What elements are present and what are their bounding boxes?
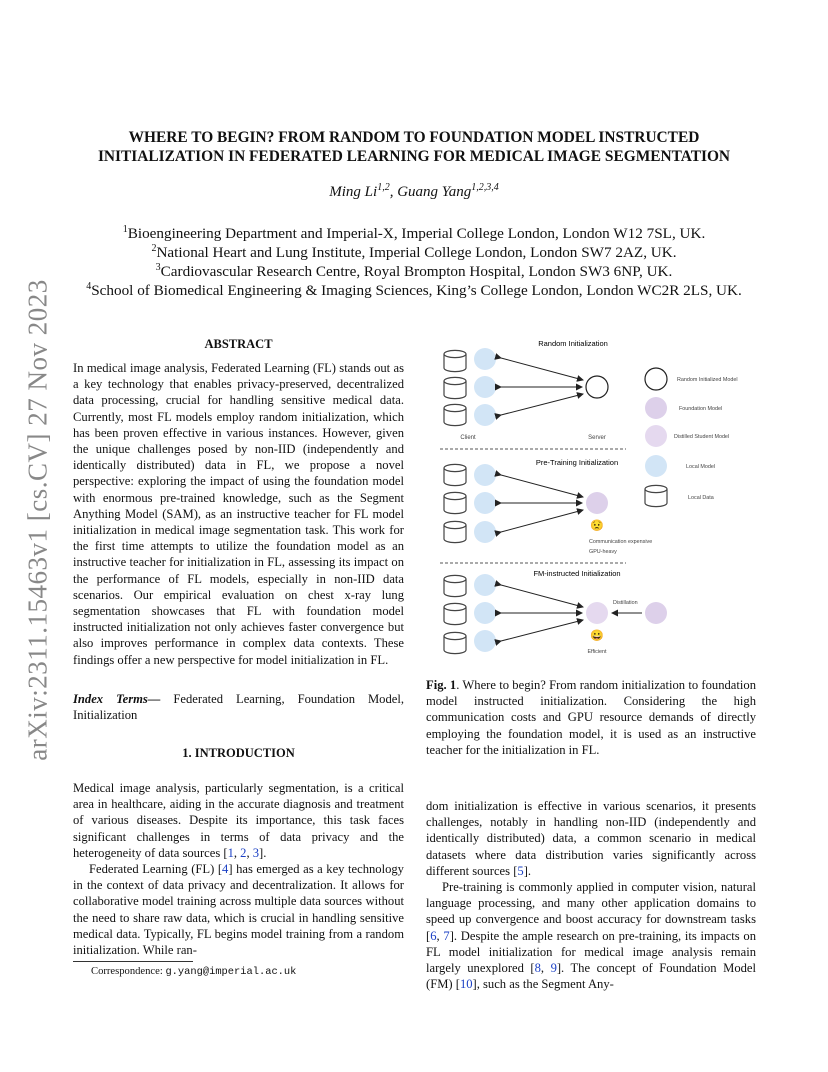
footnote-divider — [73, 961, 193, 962]
local-model-node — [474, 404, 496, 426]
local-data-icon — [444, 377, 466, 398]
local-data-icon — [444, 492, 466, 513]
author-sup: 1,2 — [377, 182, 390, 193]
local-model-node — [474, 574, 496, 596]
local-data-icon — [444, 464, 466, 485]
caption-label: Fig. 1 — [426, 678, 457, 692]
author-name: Ming Li — [329, 184, 378, 200]
footnote-email[interactable]: g.yang@imperial.ac.uk — [165, 966, 297, 978]
footnote — [91, 966, 296, 978]
citation-link[interactable]: 10 — [459, 977, 473, 992]
legend-local-data-icon — [645, 485, 667, 506]
link-arrow — [501, 620, 583, 641]
intro-body — [73, 780, 404, 958]
text-span: Pre-training is commonly applied in computer vision, natural language processing, and many other application domains to speed up convergence and boost accuracy for downstream tasks [ — [426, 880, 756, 943]
affiliation-text: Bioengineering Department and Imperial-X, Imperial College London, London W12 7SL, UK. — [127, 225, 706, 242]
author-sup: 1,2,3,4 — [471, 182, 499, 193]
efficient-label: Efficient — [587, 649, 607, 655]
authors: Ming Li$^{1,2}$, Guang Yang$^{1,2,3,4}$ — [329, 182, 499, 200]
local-model-node — [474, 602, 496, 624]
legend-random-label: Random Initialized Model — [677, 377, 738, 383]
abstract-heading: ABSTRACT — [204, 337, 273, 351]
local-model-node — [474, 376, 496, 398]
title-line-1: WHERE TO BEGIN? FROM RANDOM TO FOUNDATION MODEL INSTRUCTED — [128, 129, 700, 146]
legend-local-data-label: Local Data — [688, 495, 714, 501]
affiliation-text: Cardiovascular Research Centre, Royal Brompton Hospital, London SW3 6NP, UK. — [160, 263, 673, 280]
affiliations — [70, 224, 758, 300]
sad-face-icon: 😟 — [590, 520, 604, 532]
legend-foundation-label: Foundation Model — [679, 406, 723, 412]
local-model-node — [474, 630, 496, 652]
client-label: Client — [460, 435, 476, 441]
legend-foundation-icon — [645, 397, 667, 419]
paper-title — [70, 128, 758, 166]
citation-link[interactable]: 1 — [227, 845, 234, 860]
title-line-2: INITIALIZATION IN FEDERATED LEARNING FOR MEDICAL IMAGE SEGMENTATION — [97, 148, 731, 165]
affiliation-sup: 1 — [122, 223, 128, 235]
server-label: Server — [588, 435, 606, 441]
figure-caption — [426, 677, 756, 758]
intro-paragraph-1: Medical image analysis, particularly segmentation, is a critical area in healthcare, aiding in the accurate diagnosis and treatment of various diseases. Despite its importance, this task faces significant challenges in terms of data privacy and the heterogeneity of data sources [1, 2, 3]. — [73, 781, 404, 860]
link-arrow — [501, 358, 583, 380]
citation-link[interactable]: 9 — [550, 961, 557, 976]
comm-expensive-label: Communication expensive — [589, 539, 653, 545]
link-arrow — [501, 394, 583, 415]
local-model-node — [474, 464, 496, 486]
text-span: ]. — [259, 845, 267, 860]
affiliation-text: National Heart and Lung Institute, Imperial College London, London SW7 2AZ, UK. — [156, 244, 677, 261]
legend-distilled-label: Distilled Student Model — [674, 434, 730, 440]
index-terms-text: Federated Learning, Foundation Model, Initialization — [73, 692, 405, 723]
link-arrow — [501, 510, 583, 532]
section-random-title: Random Initialization — [538, 339, 608, 348]
affiliation-line — [70, 224, 758, 243]
random-server-node — [586, 376, 608, 398]
author-name: Guang Yang — [397, 184, 472, 200]
footnote-label: Correspondence: — [91, 966, 166, 977]
intro-paragraph-2 — [73, 861, 404, 958]
citation-link[interactable]: 4 — [222, 862, 229, 877]
right-paragraph-1 — [426, 798, 756, 879]
affiliation-sup: 2 — [151, 242, 157, 254]
index-terms — [73, 691, 404, 723]
text-span: ] has emerged as a key technology in the context of data privacy and decentralization. It allows for collaborative model training across multiple data sources without the need to share raw data, which is crucial in handling sensitive medical data. Typically, FL begins model training from a random initialization. While ran- — [73, 862, 404, 958]
affiliation-text: School of Biomedical Engineering & Imaging Sciences, King’s College London, London WC2R 2LS, UK. — [91, 282, 742, 299]
local-data-icon — [444, 521, 466, 542]
legend-distilled-icon — [645, 425, 667, 447]
arxiv-id: arXiv:2311.15463v1 [cs.CV] 27 Nov 2023 — [22, 279, 53, 761]
text-span: ], such as the Segment Any- — [472, 977, 614, 992]
section-pretrain-title: Pre-Training Initialization — [535, 458, 619, 467]
affiliation-line — [70, 262, 758, 281]
link-arrow — [501, 475, 583, 497]
link-arrow — [501, 585, 583, 607]
text-span: ]. — [523, 863, 532, 878]
foundation-teacher-node — [645, 602, 667, 624]
figure-1-diagram — [426, 332, 756, 668]
local-data-icon — [444, 575, 466, 596]
local-model-node — [474, 521, 496, 543]
local-data-icon — [444, 350, 466, 371]
happy-face-icon: 😀 — [590, 630, 604, 642]
local-data-icon — [444, 632, 466, 653]
text-span: dom initialization is effective in various scenarios, it presents challenges, notably in handling non-IID (independently and identically distributed) data, a common scenario in medical datasets where data distribution varies significantly across different sources [ — [426, 799, 756, 878]
citation-link[interactable]: 5 — [517, 863, 524, 878]
local-data-icon — [444, 603, 466, 624]
affiliation-line — [70, 243, 758, 262]
legend-random-icon — [645, 368, 667, 390]
right-paragraph-2: Pre-training is commonly applied in computer vision, natural language processing, and many other application domains to speed up convergence and boost accuracy for downstream tasks [6, 7]. Despite the ample research on pre-training, its impacts on FL model initialization for medical image analysis remain largely unexplored [8, 9]. The concept of Foundation Model (FM) [10], such as the Segment Any- — [426, 880, 757, 992]
foundation-server-node — [586, 492, 608, 514]
figure-1 — [426, 332, 756, 668]
local-data-icon — [444, 404, 466, 425]
text-span: Federated Learning (FL) [ — [89, 862, 223, 877]
text-span: ]. The concept of Foundation Model (FM) [ — [426, 961, 756, 992]
right-column-body — [426, 798, 756, 992]
section-fm-title: FM-instructed Initialization — [533, 569, 621, 578]
local-model-node — [474, 492, 496, 514]
legend-local-model-icon — [645, 455, 667, 477]
distillation-label: Distillation — [613, 600, 638, 606]
affiliation-line — [70, 281, 758, 300]
affiliation-sup: 4 — [86, 280, 92, 292]
citation-link[interactable]: 7 — [443, 928, 450, 943]
citation-link[interactable]: 8 — [534, 961, 541, 976]
gpu-heavy-label: GPU-heavy — [589, 549, 617, 555]
local-model-node — [474, 348, 496, 370]
citation-link[interactable]: 2 — [240, 845, 247, 860]
arxiv-stamp — [12, 280, 64, 760]
text-span: Medical image analysis, particularly segmentation, is a critical area in healthcare, aiding in the accurate diagnosis and treatment of various diseases. Despite its importance, this task faces significant challenges in terms of data privacy and the heterogeneity of data sources [ — [73, 781, 404, 860]
citation-link[interactable]: 3 — [252, 845, 260, 860]
affiliation-sup: 3 — [155, 261, 161, 273]
intro-heading: 1. INTRODUCTION — [182, 746, 295, 760]
text-span: ]. Despite the ample research on pre-training, its impacts on FL model initialization for medical image analysis remain largely unexplored [ — [426, 928, 757, 976]
legend-local-model-label: Local Model — [686, 464, 716, 470]
citation-link[interactable]: 6 — [430, 928, 437, 943]
index-terms-label: Index Terms— — [73, 692, 161, 706]
caption-text: . Where to begin? From random initialization to foundation model instructed initialization. Considering the high communication costs and GPU resource demands of directly employing the foundation model, it is used as an instructive teacher for the initialization in FL. — [426, 678, 756, 757]
distilled-server-node — [586, 602, 608, 624]
abstract-body: In medical image analysis, Federated Learning (FL) stands out as a key technology that enables privacy-preserved, decentralized data processing, crucial for handling sensitive medical data. Currently, most FL models employ random initialization, which has been proven effective in various instances. However, given the unique challenges posed by non-IID (independently and identically distributed) data in FL, we propose a novel perspective: exploring the impact of using the foundation model with enormous pre-trained knowledge, such as the Segment Anything Model (SAM), as an instructive teacher for FL model initialization in medical image segmentation task. This work for the first time attempts to utilize the foundation model as an instructive teacher for initialization in FL, assessing its impact on the performance of FL models, especially in non-IID data scenarios. Our empirical evaluation on chest x-ray lung segmentation showcases that FL with foundation model instructed initialization not only achieves faster convergence but also improves performance in complex data contexts. These findings offer a new perspective for model initialization in FL. — [73, 361, 404, 667]
